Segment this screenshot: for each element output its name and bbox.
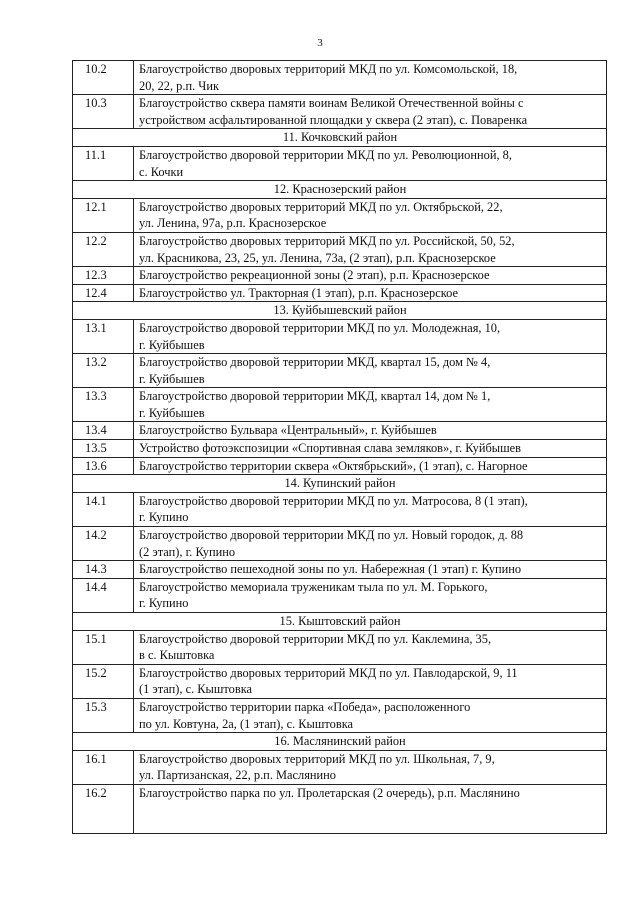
description-line: по ул. Ковтуна, 2а, (1 этап), с. Кыштовка: [139, 716, 354, 731]
description-line: Благоустройство рекреационной зоны (2 этап), р.п. Краснозерское: [139, 268, 490, 283]
project-description: [134, 284, 607, 302]
project-description: [134, 146, 607, 180]
project-number: 10.3: [73, 95, 134, 129]
project-row: [73, 146, 607, 180]
description-line: в с. Кыштовка: [139, 648, 215, 663]
project-row: [73, 440, 607, 458]
description-line: устройством асфальтированной площадки у сквера (2 этап), с. Поваренка: [139, 112, 528, 127]
project-description: [134, 527, 607, 561]
description-line: г. Куйбышев: [139, 371, 205, 386]
description-line: Благоустройство дворовой территории МКД, квартал 14, дом № 1,: [139, 389, 491, 404]
project-description: [134, 664, 607, 698]
table-body: [73, 61, 607, 834]
description-line: (2 этап), г. Купино: [139, 544, 236, 559]
project-description: [134, 267, 607, 285]
project-number: 12.2: [73, 232, 134, 266]
project-description: [134, 354, 607, 388]
project-description: [134, 561, 607, 579]
district-title: 13. Куйбышевский район: [73, 302, 607, 320]
project-row: [73, 198, 607, 232]
description-line: ул. Партизанская, 22, р.п. Маслянино: [139, 768, 336, 783]
project-number: 11.1: [73, 146, 134, 180]
project-row: [73, 422, 607, 440]
project-description: [134, 440, 607, 458]
project-description: [134, 388, 607, 422]
project-row: [73, 319, 607, 353]
description-line: Благоустройство дворовой территории МКД по ул. Матросова, 8 (1 этап),: [139, 493, 528, 508]
project-description: [134, 457, 607, 475]
district-title: 14. Купинский район: [73, 475, 607, 493]
project-row: [73, 457, 607, 475]
description-line: ул. Красникова, 23, 25, ул. Ленина, 73а, (2 этап), р.п. Краснозерское: [139, 250, 496, 265]
description-line: Благоустройство ул. Тракторная (1 этап), р.п. Краснозерское: [139, 285, 458, 300]
description-line: Благоустройство дворовой территории МКД по ул. Революционной, 8,: [139, 147, 512, 162]
district-section-row: [73, 181, 607, 199]
project-row: [73, 698, 607, 732]
project-description: [134, 198, 607, 232]
district-section-row: [73, 733, 607, 751]
description-line: Благоустройство сквера памяти воинам Великой Отечественной войны с: [139, 96, 524, 111]
project-number: 12.1: [73, 198, 134, 232]
project-row: [73, 354, 607, 388]
project-number: 14.3: [73, 561, 134, 579]
project-description: [134, 698, 607, 732]
project-number: 14.4: [73, 578, 134, 612]
project-number: 13.1: [73, 319, 134, 353]
description-line: г. Куйбышев: [139, 405, 205, 420]
district-section-row: [73, 302, 607, 320]
project-number: 13.2: [73, 354, 134, 388]
project-description: [134, 61, 607, 95]
project-row: [73, 232, 607, 266]
district-section-row: [73, 475, 607, 493]
project-number: 16.2: [73, 784, 134, 833]
project-row: [73, 630, 607, 664]
description-line: Благоустройство дворовых территорий МКД по ул. Октябрьской, 22,: [139, 199, 503, 214]
project-number: 14.1: [73, 492, 134, 526]
description-line: Благоустройство дворовой территории МКД по ул. Молодежная, 10,: [139, 320, 501, 335]
district-section-row: [73, 129, 607, 147]
project-description: [134, 784, 607, 833]
project-number: 12.3: [73, 267, 134, 285]
project-row: [73, 561, 607, 579]
district-title: 12. Краснозерский район: [73, 181, 607, 199]
description-line: Благоустройство территории парка «Победа», расположенного: [139, 699, 471, 714]
description-line: ул. Ленина, 97а, р.п. Краснозерское: [139, 216, 327, 231]
project-row: [73, 267, 607, 285]
description-line: с. Кочки: [139, 164, 184, 179]
project-number: 15.2: [73, 664, 134, 698]
project-description: [134, 95, 607, 129]
description-line: г. Купино: [139, 596, 189, 611]
description-line: Благоустройство территории сквера «Октябрьский», (1 этап), с. Нагорное: [139, 458, 528, 473]
description-line: г. Куйбышев: [139, 337, 205, 352]
project-description: [134, 232, 607, 266]
description-line: Благоустройство парка по ул. Пролетарская (2 очередь), р.п. Маслянино: [139, 785, 520, 800]
project-number: 13.3: [73, 388, 134, 422]
project-row: [73, 388, 607, 422]
description-line: Благоустройство пешеходной зоны по ул. Набережная (1 этап) г. Купино: [139, 562, 522, 577]
project-row: [73, 61, 607, 95]
project-row: [73, 750, 607, 784]
description-line: Благоустройство дворовой территории МКД по ул. Новый городок, д. 88: [139, 528, 524, 543]
project-number: 16.1: [73, 750, 134, 784]
project-row: [73, 95, 607, 129]
project-number: 15.3: [73, 698, 134, 732]
description-line: Устройство фотоэкспозиции «Спортивная слава земляков», г. Куйбышев: [139, 441, 521, 456]
description-line: Благоустройство Бульвара «Центральный», г. Куйбышев: [139, 423, 437, 438]
improvement-projects-table: [72, 60, 607, 834]
project-description: [134, 750, 607, 784]
description-line: Благоустройство дворовых территорий МКД по ул. Школьная, 7, 9,: [139, 751, 495, 766]
description-line: (1 этап), с. Кыштовка: [139, 682, 253, 697]
project-number: 13.6: [73, 457, 134, 475]
district-section-row: [73, 613, 607, 631]
project-number: 14.2: [73, 527, 134, 561]
description-line: Благоустройство дворовой территории МКД по ул. Каклемина, 35,: [139, 631, 492, 646]
project-number: 10.2: [73, 61, 134, 95]
project-row: [73, 284, 607, 302]
district-title: 16. Маслянинский район: [73, 733, 607, 751]
district-title: 11. Кочковский район: [73, 129, 607, 147]
project-row: [73, 664, 607, 698]
project-row: [73, 492, 607, 526]
description-line: Благоустройство дворовых территорий МКД по ул. Павлодарской, 9, 11: [139, 665, 518, 680]
project-description: [134, 492, 607, 526]
project-description: [134, 422, 607, 440]
project-number: 13.5: [73, 440, 134, 458]
project-row: [73, 578, 607, 612]
description-line: Благоустройство дворовых территорий МКД по ул. Российской, 50, 52,: [139, 233, 515, 248]
project-description: [134, 630, 607, 664]
project-row: [73, 527, 607, 561]
description-line: г. Купино: [139, 510, 189, 525]
project-row: [73, 784, 607, 833]
project-description: [134, 319, 607, 353]
description-line: Благоустройство мемориала труженикам тыла по ул. М. Горького,: [139, 579, 488, 594]
project-description: [134, 578, 607, 612]
district-title: 15. Кыштовский район: [73, 613, 607, 631]
project-number: 12.4: [73, 284, 134, 302]
page-number: 3: [317, 37, 323, 49]
description-line: 20, 22, р.п. Чик: [139, 78, 219, 93]
project-number: 15.1: [73, 630, 134, 664]
project-number: 13.4: [73, 422, 134, 440]
description-line: Благоустройство дворовых территорий МКД по ул. Комсомольской, 18,: [139, 62, 518, 76]
description-line: Благоустройство дворовой территории МКД, квартал 15, дом № 4,: [139, 355, 491, 370]
